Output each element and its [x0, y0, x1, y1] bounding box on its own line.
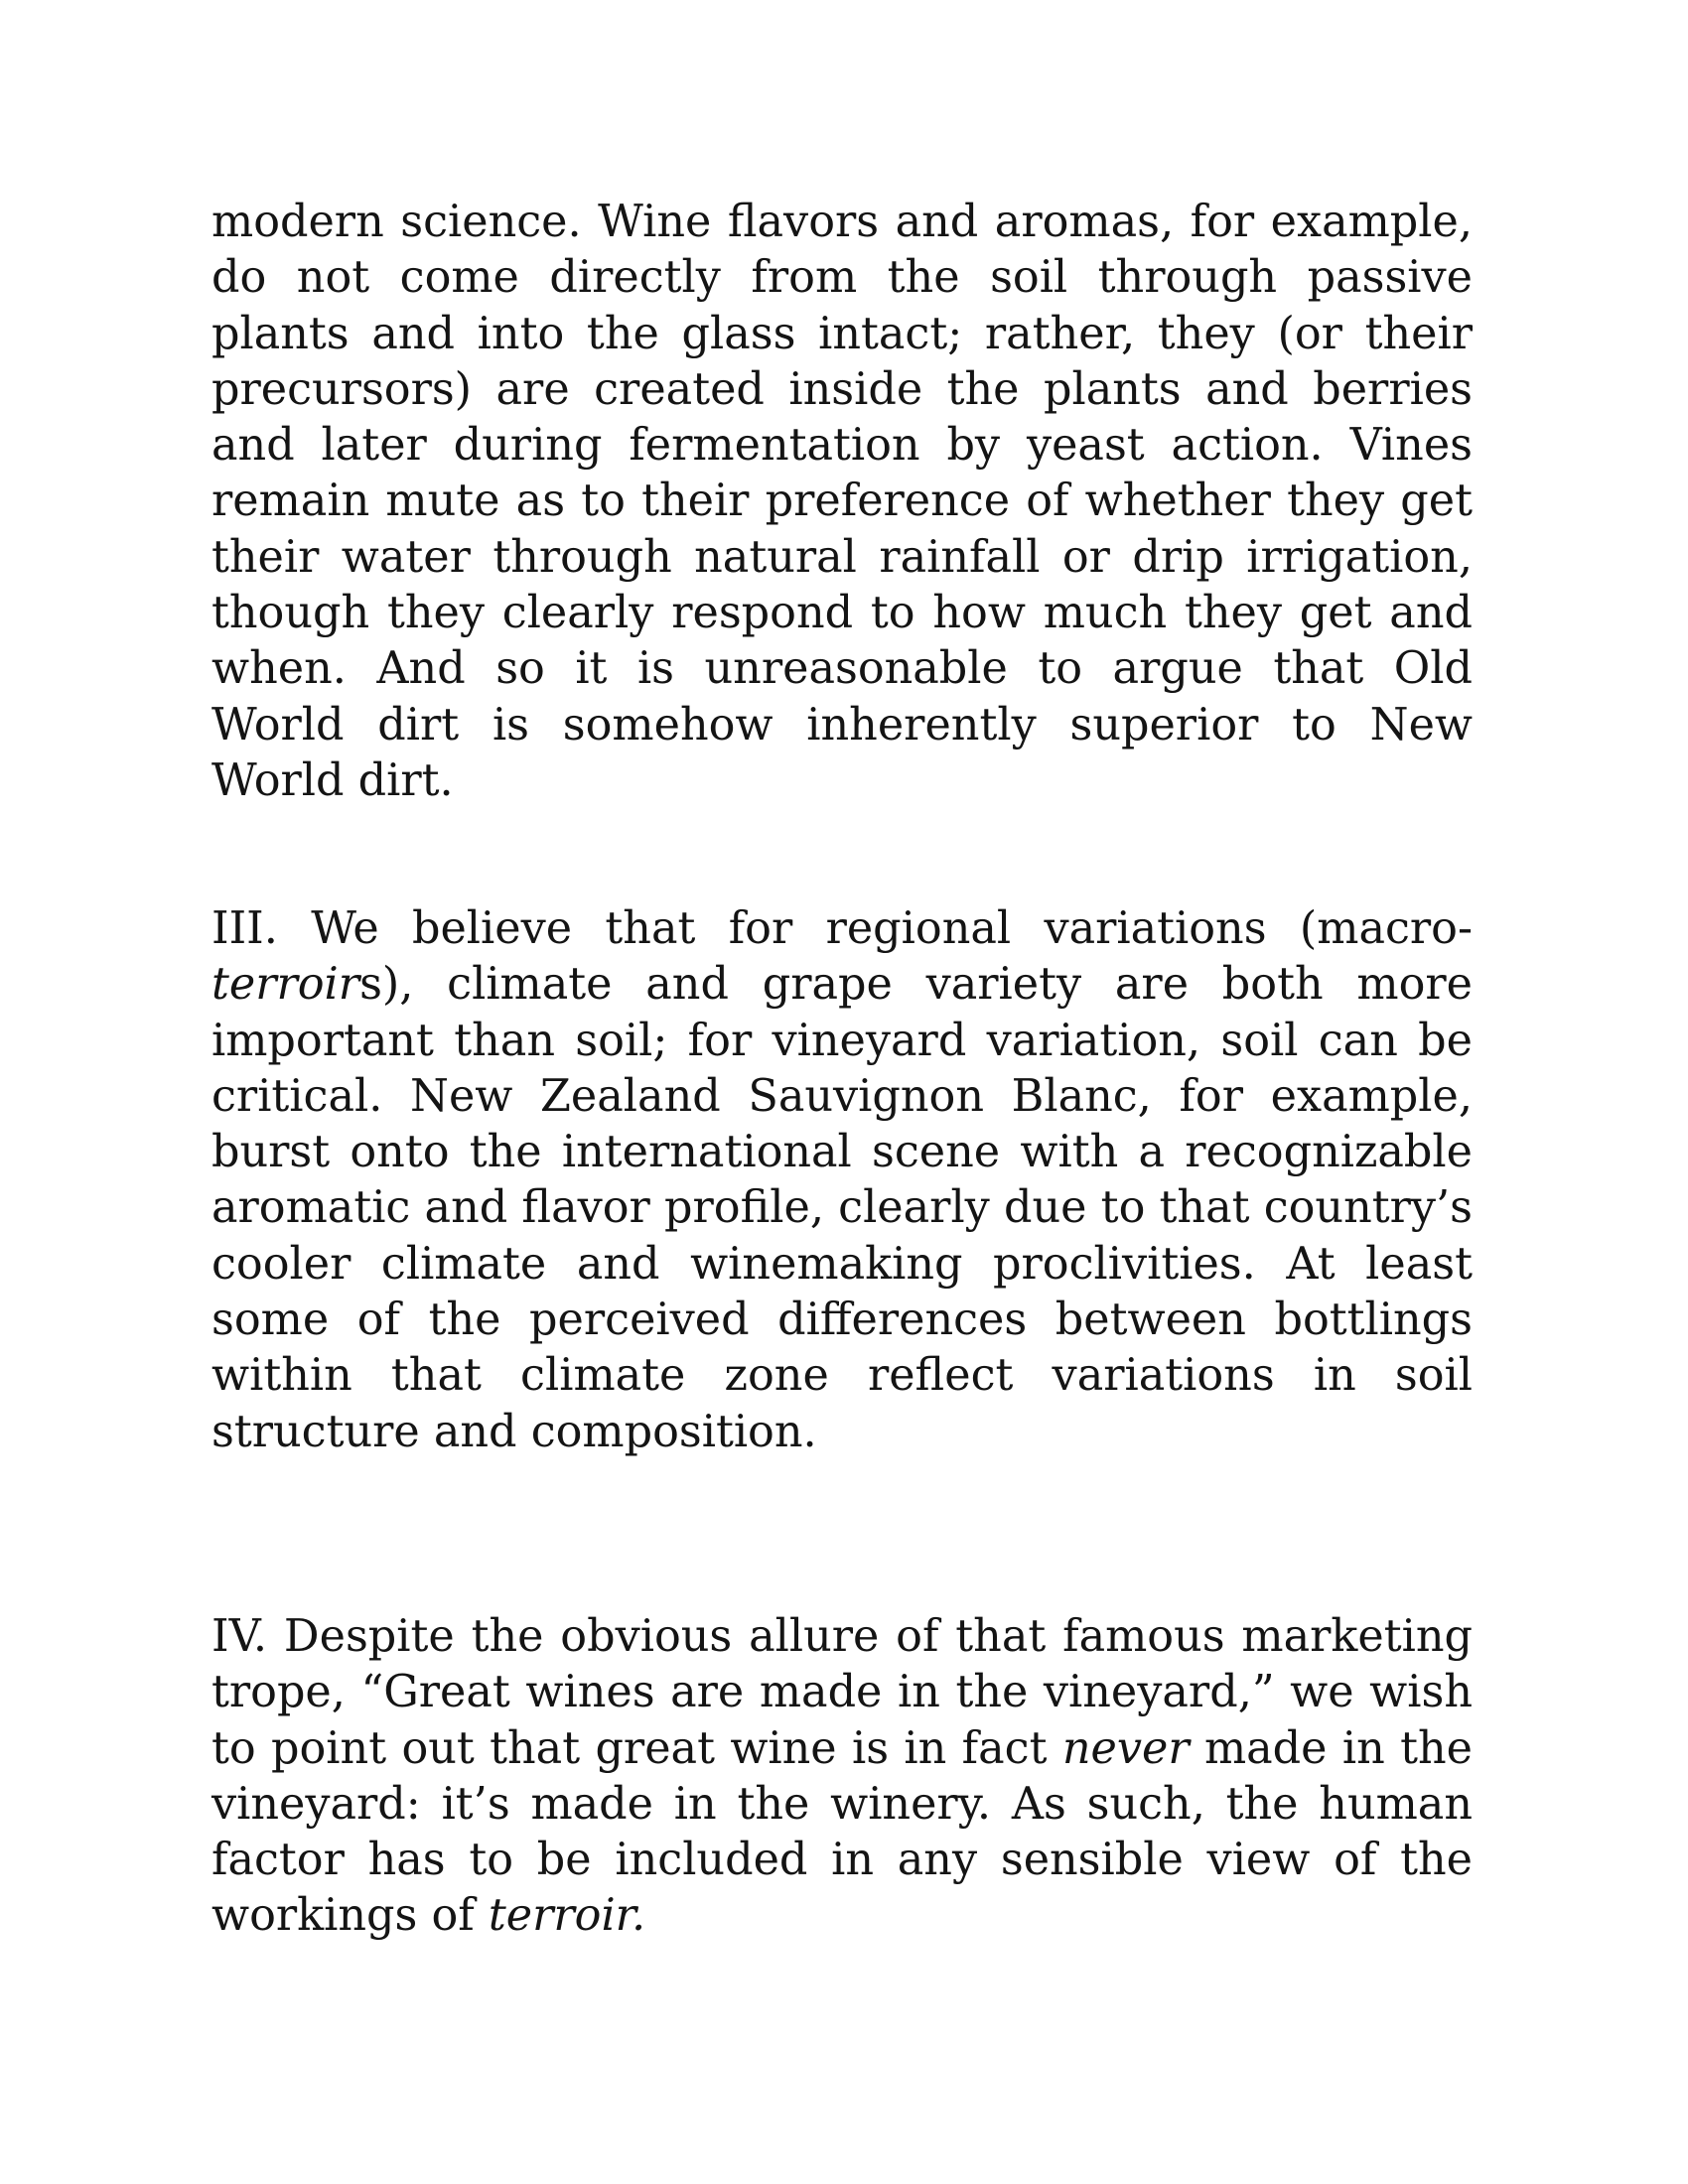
paragraph-continuation — [211, 195, 1473, 809]
paragraph-section-iv — [211, 1609, 1473, 1945]
italic-term: terroir — [211, 959, 360, 1011]
italic-emphasis: never — [1061, 1722, 1190, 1774]
paragraph-rest: s), climate and grape variety are both more important than soil; for vineyard variation, soil can be critical. New Zealand Sauvignon Blanc, for example, burst onto the international scene with a recognizable aromatic and flavor profile, clearly due to that country’s cooler climate and winemaking proclivities. At least some of the perceived differences between bottlings within that climate zone reflect variations in soil structure and composition. — [211, 959, 1473, 1457]
paragraph-section-iii — [211, 901, 1473, 1460]
paragraph-text: modern science. Wine flavors and aromas, for example, do not come directly from the soil through passive plants and into the glass intact; rather, they (or their precursors) are created inside the plants and berries and later during fermentation by yeast action. Vines remain mute as to their preference of whether they get their water through natural rainfall or drip irrigation, though they clearly respond to how much they get and when. And so it is unreasonable to argue that Old World dirt is somehow inherently superior to New World dirt. — [211, 197, 1473, 806]
italic-term: terroir. — [488, 1890, 646, 1942]
paragraph-lead: III. We believe that for regional variations (macro- — [211, 903, 1473, 954]
paragraph-middle: made in the vineyard: it’s made in the winery. As such, the human factor has to be included in any sensible view of the workings of — [211, 1722, 1473, 1942]
paragraph-lead: IV. Despite the obvious allure of that famous marketing trope, “Great wines are made in the vineyard,” we wish to point out that great wine is in fact — [211, 1611, 1473, 1774]
